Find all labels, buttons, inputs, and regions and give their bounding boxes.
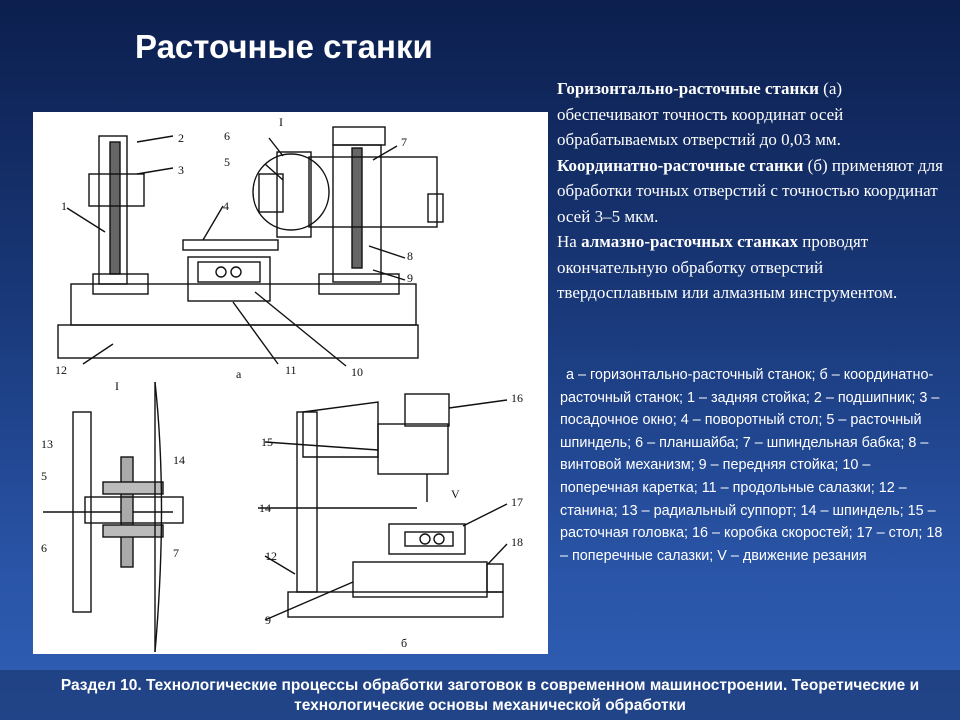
callout-9b: 9	[265, 613, 271, 627]
callout-15: 15	[261, 435, 273, 449]
callout-1: 1	[61, 199, 67, 213]
footer-text: Раздел 10. Технологические процессы обработки заготовок в современном машиностроении. Теоретические и технологические основы механической обработки	[60, 677, 920, 714]
figure-b-label: б	[401, 636, 408, 650]
figure-a-label: а	[236, 367, 242, 381]
callout-7b: 7	[173, 546, 179, 560]
callout-12b: 12	[265, 549, 277, 563]
callout-v: V	[451, 487, 460, 501]
figure-legend: а – горизонтально-расточный станок; б – координатно- расточный станок; 1 – задняя стойка; 2 – подшипник; 3 – посадочное окно; 4 – поворотный стол; 5 – расточный шпиндель; 6 – планшайба; 7 – шпиндельная бабка; 8 – винтовой механизм; 9 – передняя стойка; 10 – поперечная каретка; 11 – продольные салазки; 12 – станина; 13 – радиальный суппорт; 14 – шпиндель; 15 – расточная головка; 16 – коробка скоростей; 17 – стол; 18 – поперечные салазки; V – движение резания	[560, 367, 943, 564]
callout-2: 2	[178, 131, 184, 145]
callout-4: 4	[223, 199, 229, 213]
boring-machines-diagram	[33, 112, 548, 654]
callout-6: 6	[224, 129, 230, 143]
callout-5: 5	[224, 155, 230, 169]
callout-6b: 6	[41, 541, 47, 555]
callout-5b: 5	[41, 469, 47, 483]
callout-8: 8	[407, 249, 413, 263]
callout-13: 13	[41, 437, 53, 451]
p3-rest: проводят окончательную обработку отверстий твердосплавным или алмазным инструментом.	[557, 232, 898, 302]
callout-detail-i: I	[279, 115, 283, 129]
callout-12: 12	[55, 363, 67, 377]
p1-rest: (а) обеспечивают точность координат осей обрабатываемых отверстий до 0,03 мм.	[557, 79, 844, 149]
callout-14a: 14	[173, 453, 185, 467]
p2-rest: (б) применяют для обработки точных отверстий с точностью координат осей 3–5 мкм.	[557, 155, 943, 226]
callout-detail-i-b: I	[115, 379, 119, 393]
p3-bold: алмазно-расточных станках	[581, 232, 799, 251]
callout-17: 17	[511, 495, 523, 509]
callout-7: 7	[401, 135, 407, 149]
callout-16: 16	[511, 391, 523, 405]
p3-start: На	[557, 232, 582, 251]
callout-10: 10	[351, 365, 363, 379]
callout-14b: 14	[259, 501, 271, 515]
callout-9: 9	[407, 271, 413, 285]
slide-title: Расточные станки	[135, 28, 433, 65]
p2-bold: Координатно-расточные станки	[557, 155, 804, 175]
description-text	[557, 76, 947, 306]
callout-11: 11	[285, 363, 297, 377]
callout-18: 18	[511, 535, 523, 549]
machine-diagram-panel	[33, 112, 548, 654]
p1-bold: Горизонтально-расточные станки	[557, 79, 819, 98]
callout-3: 3	[178, 163, 184, 177]
